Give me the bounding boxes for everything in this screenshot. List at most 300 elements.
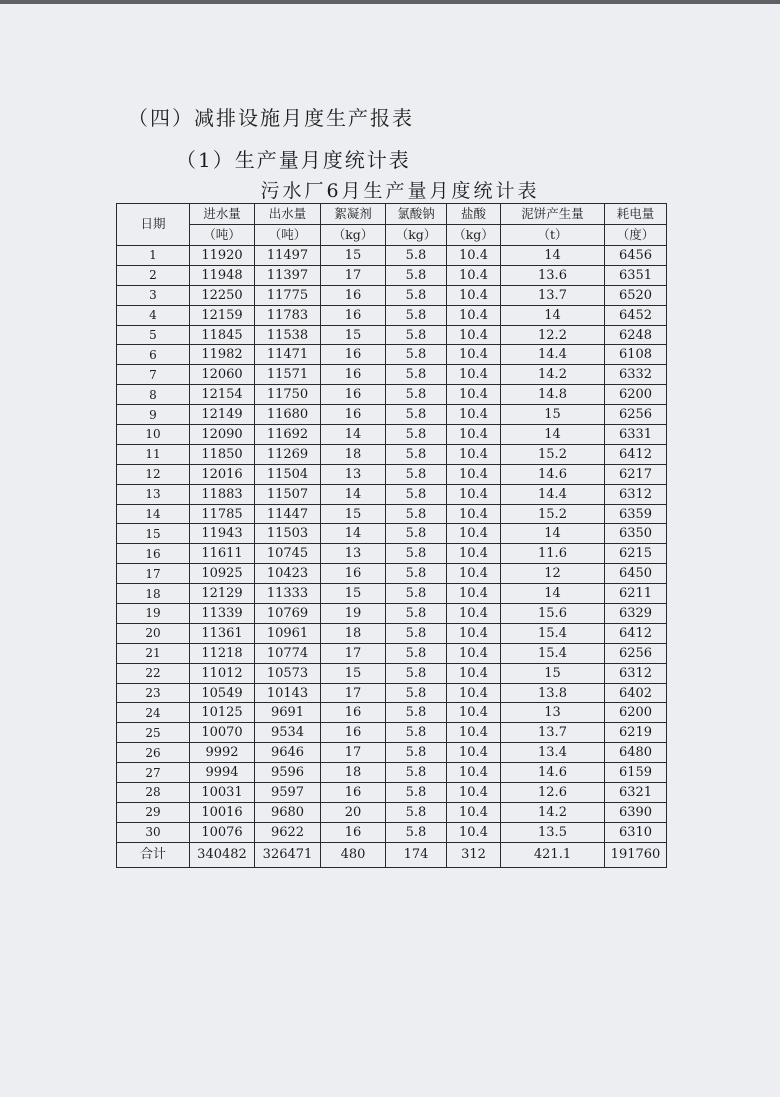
- cell-sodium-chlorate: 5.8: [386, 405, 447, 425]
- header-inflow: 进水量: [190, 204, 255, 225]
- cell-hydrochloric-acid: 10.4: [447, 504, 501, 524]
- cell-date: 6: [117, 345, 190, 365]
- cell-flocculant: 17: [321, 743, 386, 763]
- table-row: [117, 405, 667, 425]
- cell-hydrochloric-acid: 10.4: [447, 385, 501, 405]
- table-row: [117, 783, 667, 803]
- cell-inflow: 11943: [190, 524, 255, 544]
- cell-inflow: 11785: [190, 504, 255, 524]
- cell-flocculant: 16: [321, 703, 386, 723]
- cell-flocculant: 18: [321, 623, 386, 643]
- header-sodium-chlorate: 氯酸钠: [386, 204, 447, 225]
- cell-power-consumption: 6350: [605, 524, 667, 544]
- cell-power-consumption: 6211: [605, 584, 667, 604]
- cell-flocculant: 15: [321, 584, 386, 604]
- cell-flocculant: 16: [321, 783, 386, 803]
- cell-sodium-chlorate: 5.8: [386, 683, 447, 703]
- cell-power-consumption: 6332: [605, 365, 667, 385]
- cell-power-consumption: 6321: [605, 783, 667, 803]
- cell-inflow: 11883: [190, 484, 255, 504]
- cell-outflow: 10745: [255, 544, 321, 564]
- table-row: [117, 464, 667, 484]
- total-inflow: 340482: [190, 842, 255, 867]
- cell-sludge-cake: 13.7: [501, 723, 605, 743]
- cell-date: 7: [117, 365, 190, 385]
- cell-flocculant: 16: [321, 365, 386, 385]
- cell-date: 20: [117, 623, 190, 643]
- cell-inflow: 10549: [190, 683, 255, 703]
- table-title: 污水厂6月生产量月度统计表: [260, 180, 540, 202]
- cell-sodium-chlorate: 5.8: [386, 584, 447, 604]
- cell-outflow: 11775: [255, 285, 321, 305]
- cell-inflow: 12149: [190, 405, 255, 425]
- cell-hydrochloric-acid: 10.4: [447, 564, 501, 584]
- cell-outflow: 11471: [255, 345, 321, 365]
- table-row: [117, 504, 667, 524]
- table-row: [117, 663, 667, 683]
- cell-inflow: 10076: [190, 822, 255, 842]
- cell-hydrochloric-acid: 10.4: [447, 723, 501, 743]
- cell-hydrochloric-acid: 10.4: [447, 584, 501, 604]
- cell-date: 28: [117, 783, 190, 803]
- cell-sodium-chlorate: 5.8: [386, 743, 447, 763]
- cell-flocculant: 15: [321, 325, 386, 345]
- cell-date: 1: [117, 246, 190, 266]
- cell-hydrochloric-acid: 10.4: [447, 604, 501, 624]
- unit-hydrochloric-acid: （kg）: [447, 225, 501, 246]
- cell-sludge-cake: 15.6: [501, 604, 605, 624]
- table-row: [117, 802, 667, 822]
- cell-hydrochloric-acid: 10.4: [447, 325, 501, 345]
- cell-date: 17: [117, 564, 190, 584]
- cell-sludge-cake: 13.6: [501, 265, 605, 285]
- cell-power-consumption: 6256: [605, 405, 667, 425]
- cell-sodium-chlorate: 5.8: [386, 623, 447, 643]
- cell-flocculant: 14: [321, 425, 386, 445]
- total-hydrochloric-acid: 312: [447, 842, 501, 867]
- cell-inflow: 12250: [190, 285, 255, 305]
- cell-hydrochloric-acid: 10.4: [447, 703, 501, 723]
- cell-outflow: 9680: [255, 802, 321, 822]
- cell-sludge-cake: 11.6: [501, 544, 605, 564]
- cell-hydrochloric-acid: 10.4: [447, 405, 501, 425]
- table-row: [117, 703, 667, 723]
- cell-sludge-cake: 15: [501, 663, 605, 683]
- cell-sludge-cake: 15.4: [501, 623, 605, 643]
- cell-sodium-chlorate: 5.8: [386, 385, 447, 405]
- cell-outflow: 11447: [255, 504, 321, 524]
- cell-flocculant: 17: [321, 265, 386, 285]
- cell-inflow: 10031: [190, 783, 255, 803]
- cell-sludge-cake: 14.8: [501, 385, 605, 405]
- table-row: [117, 385, 667, 405]
- subsection-heading: （1）生产量月度统计表: [176, 148, 411, 172]
- cell-flocculant: 17: [321, 683, 386, 703]
- cell-inflow: 11012: [190, 663, 255, 683]
- table-row: [117, 524, 667, 544]
- table-row: [117, 544, 667, 564]
- cell-date: 16: [117, 544, 190, 564]
- table-row: [117, 444, 667, 464]
- unit-flocculant: （kg）: [321, 225, 386, 246]
- cell-outflow: 10774: [255, 643, 321, 663]
- cell-sodium-chlorate: 5.8: [386, 822, 447, 842]
- cell-sodium-chlorate: 5.8: [386, 802, 447, 822]
- cell-hydrochloric-acid: 10.4: [447, 743, 501, 763]
- cell-hydrochloric-acid: 10.4: [447, 763, 501, 783]
- total-label: 合计: [117, 842, 190, 867]
- cell-inflow: 11339: [190, 604, 255, 624]
- cell-date: 23: [117, 683, 190, 703]
- cell-power-consumption: 6312: [605, 484, 667, 504]
- cell-outflow: 10573: [255, 663, 321, 683]
- cell-date: 5: [117, 325, 190, 345]
- cell-sludge-cake: 15.4: [501, 643, 605, 663]
- cell-power-consumption: 6359: [605, 504, 667, 524]
- cell-date: 13: [117, 484, 190, 504]
- cell-sodium-chlorate: 5.8: [386, 504, 447, 524]
- cell-inflow: 9992: [190, 743, 255, 763]
- cell-hydrochloric-acid: 10.4: [447, 305, 501, 325]
- cell-outflow: 11504: [255, 464, 321, 484]
- cell-inflow: 12090: [190, 425, 255, 445]
- table-row: [117, 604, 667, 624]
- cell-hydrochloric-acid: 10.4: [447, 623, 501, 643]
- cell-power-consumption: 6200: [605, 703, 667, 723]
- table-row: [117, 484, 667, 504]
- cell-outflow: 11333: [255, 584, 321, 604]
- cell-hydrochloric-acid: 10.4: [447, 484, 501, 504]
- cell-sodium-chlorate: 5.8: [386, 345, 447, 365]
- cell-power-consumption: 6248: [605, 325, 667, 345]
- cell-flocculant: 13: [321, 544, 386, 564]
- cell-power-consumption: 6159: [605, 763, 667, 783]
- cell-sludge-cake: 15.2: [501, 504, 605, 524]
- cell-outflow: 10143: [255, 683, 321, 703]
- cell-date: 3: [117, 285, 190, 305]
- cell-hydrochloric-acid: 10.4: [447, 783, 501, 803]
- cell-inflow: 12129: [190, 584, 255, 604]
- table-row: [117, 743, 667, 763]
- cell-sludge-cake: 13: [501, 703, 605, 723]
- cell-sludge-cake: 14.2: [501, 365, 605, 385]
- cell-sodium-chlorate: 5.8: [386, 285, 447, 305]
- cell-outflow: 11503: [255, 524, 321, 544]
- cell-inflow: 11218: [190, 643, 255, 663]
- cell-inflow: 10016: [190, 802, 255, 822]
- cell-inflow: 11850: [190, 444, 255, 464]
- cell-power-consumption: 6412: [605, 444, 667, 464]
- table-row: [117, 285, 667, 305]
- cell-sodium-chlorate: 5.8: [386, 703, 447, 723]
- cell-flocculant: 15: [321, 246, 386, 266]
- cell-flocculant: 16: [321, 385, 386, 405]
- cell-sodium-chlorate: 5.8: [386, 305, 447, 325]
- cell-power-consumption: 6219: [605, 723, 667, 743]
- cell-power-consumption: 6108: [605, 345, 667, 365]
- cell-hydrochloric-acid: 10.4: [447, 544, 501, 564]
- cell-hydrochloric-acid: 10.4: [447, 663, 501, 683]
- cell-inflow: 11845: [190, 325, 255, 345]
- cell-power-consumption: 6312: [605, 663, 667, 683]
- cell-sodium-chlorate: 5.8: [386, 604, 447, 624]
- unit-sodium-chlorate: （kg）: [386, 225, 447, 246]
- cell-outflow: 11783: [255, 305, 321, 325]
- table-row: [117, 265, 667, 285]
- cell-flocculant: 14: [321, 484, 386, 504]
- section-heading: （四）减排设施月度生产报表: [128, 106, 414, 130]
- cell-outflow: 11397: [255, 265, 321, 285]
- cell-inflow: 11948: [190, 265, 255, 285]
- cell-sludge-cake: 15.2: [501, 444, 605, 464]
- cell-inflow: 10925: [190, 564, 255, 584]
- cell-hydrochloric-acid: 10.4: [447, 643, 501, 663]
- cell-sodium-chlorate: 5.8: [386, 265, 447, 285]
- header-power-consumption: 耗电量: [605, 204, 667, 225]
- cell-hydrochloric-acid: 10.4: [447, 425, 501, 445]
- cell-inflow: 10070: [190, 723, 255, 743]
- cell-sodium-chlorate: 5.8: [386, 723, 447, 743]
- cell-outflow: 9622: [255, 822, 321, 842]
- total-outflow: 326471: [255, 842, 321, 867]
- cell-sodium-chlorate: 5.8: [386, 544, 447, 564]
- cell-sodium-chlorate: 5.8: [386, 425, 447, 445]
- cell-date: 8: [117, 385, 190, 405]
- cell-hydrochloric-acid: 10.4: [447, 285, 501, 305]
- cell-flocculant: 15: [321, 504, 386, 524]
- cell-inflow: 11920: [190, 246, 255, 266]
- total-sludge-cake: 421.1: [501, 842, 605, 867]
- cell-date: 10: [117, 425, 190, 445]
- cell-inflow: 11361: [190, 623, 255, 643]
- scan-top-edge: [0, 0, 780, 4]
- cell-flocculant: 20: [321, 802, 386, 822]
- cell-sodium-chlorate: 5.8: [386, 365, 447, 385]
- table-row: [117, 584, 667, 604]
- cell-outflow: 11750: [255, 385, 321, 405]
- cell-outflow: 9596: [255, 763, 321, 783]
- table-row: [117, 246, 667, 266]
- cell-flocculant: 16: [321, 345, 386, 365]
- cell-sludge-cake: 14: [501, 305, 605, 325]
- cell-hydrochloric-acid: 10.4: [447, 822, 501, 842]
- cell-inflow: 12159: [190, 305, 255, 325]
- cell-inflow: 9994: [190, 763, 255, 783]
- cell-date: 30: [117, 822, 190, 842]
- unit-inflow: （吨）: [190, 225, 255, 246]
- cell-flocculant: 15: [321, 663, 386, 683]
- table-row: [117, 723, 667, 743]
- cell-hydrochloric-acid: 10.4: [447, 444, 501, 464]
- cell-flocculant: 13: [321, 464, 386, 484]
- cell-outflow: 9646: [255, 743, 321, 763]
- cell-sludge-cake: 13.8: [501, 683, 605, 703]
- table-row: [117, 623, 667, 643]
- table-row: [117, 683, 667, 703]
- cell-sludge-cake: 14.4: [501, 484, 605, 504]
- unit-sludge-cake: （t）: [501, 225, 605, 246]
- cell-date: 2: [117, 265, 190, 285]
- cell-inflow: 12060: [190, 365, 255, 385]
- table-row: [117, 643, 667, 663]
- cell-date: 25: [117, 723, 190, 743]
- cell-date: 29: [117, 802, 190, 822]
- unit-outflow: （吨）: [255, 225, 321, 246]
- cell-flocculant: 18: [321, 444, 386, 464]
- cell-outflow: 9597: [255, 783, 321, 803]
- cell-sodium-chlorate: 5.8: [386, 464, 447, 484]
- table-row: [117, 822, 667, 842]
- cell-sludge-cake: 13.7: [501, 285, 605, 305]
- cell-sodium-chlorate: 5.8: [386, 444, 447, 464]
- cell-outflow: 10769: [255, 604, 321, 624]
- cell-sludge-cake: 13.4: [501, 743, 605, 763]
- cell-sludge-cake: 14.2: [501, 802, 605, 822]
- cell-sludge-cake: 15: [501, 405, 605, 425]
- production-statistics-table: [116, 203, 667, 868]
- cell-sludge-cake: 14: [501, 246, 605, 266]
- cell-inflow: 12154: [190, 385, 255, 405]
- cell-sodium-chlorate: 5.8: [386, 484, 447, 504]
- cell-sodium-chlorate: 5.8: [386, 763, 447, 783]
- header-date: 日期: [117, 204, 190, 246]
- cell-power-consumption: 6450: [605, 564, 667, 584]
- cell-date: 14: [117, 504, 190, 524]
- cell-flocculant: 17: [321, 643, 386, 663]
- cell-sludge-cake: 14: [501, 584, 605, 604]
- cell-flocculant: 14: [321, 524, 386, 544]
- cell-date: 27: [117, 763, 190, 783]
- total-power-consumption: 191760: [605, 842, 667, 867]
- cell-flocculant: 16: [321, 405, 386, 425]
- cell-flocculant: 16: [321, 822, 386, 842]
- cell-outflow: 11538: [255, 325, 321, 345]
- cell-outflow: 11680: [255, 405, 321, 425]
- cell-sludge-cake: 14: [501, 524, 605, 544]
- cell-sodium-chlorate: 5.8: [386, 643, 447, 663]
- cell-inflow: 10125: [190, 703, 255, 723]
- table-row: [117, 345, 667, 365]
- cell-flocculant: 19: [321, 604, 386, 624]
- header-hydrochloric-acid: 盐酸: [447, 204, 501, 225]
- table-body: [117, 246, 667, 843]
- cell-power-consumption: 6390: [605, 802, 667, 822]
- cell-power-consumption: 6520: [605, 285, 667, 305]
- cell-date: 4: [117, 305, 190, 325]
- cell-date: 15: [117, 524, 190, 544]
- header-outflow: 出水量: [255, 204, 321, 225]
- cell-sodium-chlorate: 5.8: [386, 663, 447, 683]
- cell-power-consumption: 6331: [605, 425, 667, 445]
- cell-sodium-chlorate: 5.8: [386, 564, 447, 584]
- table-row: [117, 325, 667, 345]
- cell-sodium-chlorate: 5.8: [386, 246, 447, 266]
- cell-sludge-cake: 14.6: [501, 464, 605, 484]
- cell-hydrochloric-acid: 10.4: [447, 246, 501, 266]
- table-row: [117, 365, 667, 385]
- cell-power-consumption: 6217: [605, 464, 667, 484]
- cell-outflow: 11497: [255, 246, 321, 266]
- cell-power-consumption: 6215: [605, 544, 667, 564]
- cell-sludge-cake: 12.2: [501, 325, 605, 345]
- cell-sodium-chlorate: 5.8: [386, 524, 447, 544]
- cell-power-consumption: 6452: [605, 305, 667, 325]
- cell-date: 18: [117, 584, 190, 604]
- cell-sludge-cake: 12.6: [501, 783, 605, 803]
- cell-date: 24: [117, 703, 190, 723]
- cell-power-consumption: 6256: [605, 643, 667, 663]
- cell-hydrochloric-acid: 10.4: [447, 683, 501, 703]
- cell-hydrochloric-acid: 10.4: [447, 464, 501, 484]
- cell-flocculant: 16: [321, 305, 386, 325]
- cell-power-consumption: 6310: [605, 822, 667, 842]
- cell-power-consumption: 6329: [605, 604, 667, 624]
- cell-flocculant: 16: [321, 564, 386, 584]
- cell-outflow: 9534: [255, 723, 321, 743]
- cell-date: 19: [117, 604, 190, 624]
- cell-outflow: 11507: [255, 484, 321, 504]
- cell-power-consumption: 6412: [605, 623, 667, 643]
- cell-hydrochloric-acid: 10.4: [447, 345, 501, 365]
- cell-hydrochloric-acid: 10.4: [447, 524, 501, 544]
- cell-power-consumption: 6456: [605, 246, 667, 266]
- cell-power-consumption: 6351: [605, 265, 667, 285]
- cell-date: 12: [117, 464, 190, 484]
- cell-flocculant: 16: [321, 285, 386, 305]
- cell-flocculant: 18: [321, 763, 386, 783]
- cell-outflow: 11692: [255, 425, 321, 445]
- cell-outflow: 10423: [255, 564, 321, 584]
- total-sodium-chlorate: 174: [386, 842, 447, 867]
- cell-sludge-cake: 14.4: [501, 345, 605, 365]
- cell-outflow: 9691: [255, 703, 321, 723]
- total-row: [117, 842, 667, 867]
- cell-hydrochloric-acid: 10.4: [447, 265, 501, 285]
- header-flocculant: 絮凝剂: [321, 204, 386, 225]
- cell-sodium-chlorate: 5.8: [386, 783, 447, 803]
- total-flocculant: 480: [321, 842, 386, 867]
- table-row: [117, 305, 667, 325]
- cell-date: 21: [117, 643, 190, 663]
- table-row: [117, 763, 667, 783]
- cell-inflow: 12016: [190, 464, 255, 484]
- cell-outflow: 11571: [255, 365, 321, 385]
- cell-outflow: 10961: [255, 623, 321, 643]
- cell-sludge-cake: 12: [501, 564, 605, 584]
- header-sludge-cake: 泥饼产生量: [501, 204, 605, 225]
- cell-power-consumption: 6200: [605, 385, 667, 405]
- table-row: [117, 564, 667, 584]
- cell-power-consumption: 6402: [605, 683, 667, 703]
- unit-power-consumption: （度）: [605, 225, 667, 246]
- cell-hydrochloric-acid: 10.4: [447, 802, 501, 822]
- cell-date: 11: [117, 444, 190, 464]
- cell-sodium-chlorate: 5.8: [386, 325, 447, 345]
- cell-date: 22: [117, 663, 190, 683]
- cell-sludge-cake: 13.5: [501, 822, 605, 842]
- cell-power-consumption: 6480: [605, 743, 667, 763]
- cell-flocculant: 16: [321, 723, 386, 743]
- cell-inflow: 11982: [190, 345, 255, 365]
- table-row: [117, 425, 667, 445]
- cell-date: 9: [117, 405, 190, 425]
- cell-date: 26: [117, 743, 190, 763]
- cell-outflow: 11269: [255, 444, 321, 464]
- cell-sludge-cake: 14.6: [501, 763, 605, 783]
- cell-sludge-cake: 14: [501, 425, 605, 445]
- cell-hydrochloric-acid: 10.4: [447, 365, 501, 385]
- cell-inflow: 11611: [190, 544, 255, 564]
